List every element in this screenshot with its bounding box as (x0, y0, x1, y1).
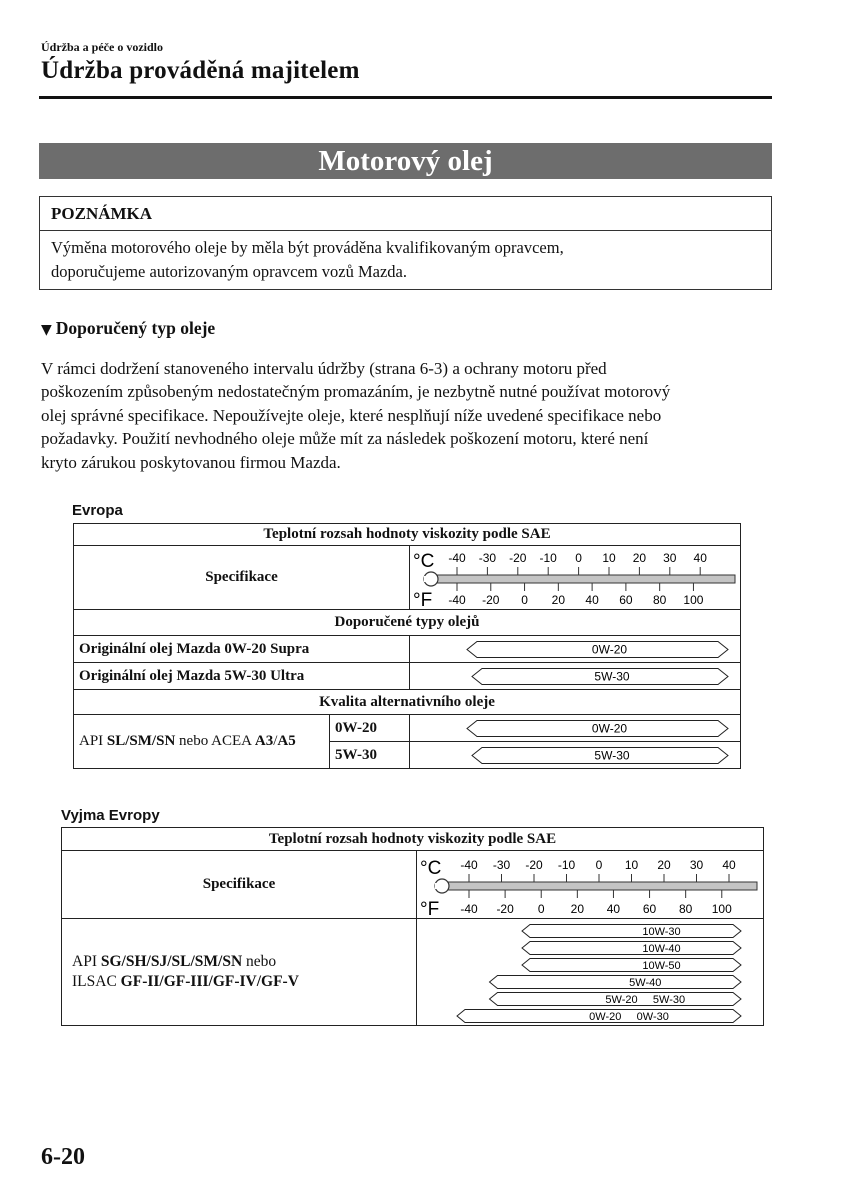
subsection-title: Doporučený typ oleje (55, 318, 216, 338)
thermometer-scale (417, 852, 762, 918)
grade-range-cell (410, 742, 741, 769)
celsius-tick-label: 10 (602, 550, 616, 565)
fahrenheit-tick-label: 60 (642, 901, 657, 916)
paragraph-line: olej správné specifikace. Nepoužívejte oleje, které nesplňují níže uvedené specifikace nebo (41, 405, 662, 425)
fahrenheit-tick-label: 20 (551, 592, 566, 607)
celsius-tick-label: 0 (575, 550, 582, 565)
temperature-scale (417, 851, 764, 919)
spec-text: / (273, 733, 278, 749)
alternative-grade: 5W-30 (330, 742, 410, 769)
grade-bars-cell (417, 919, 764, 1026)
spec-label: Specifikace (62, 851, 417, 919)
temperature-scale (410, 546, 741, 610)
celsius-tick-label: 0 (595, 857, 603, 872)
fahrenheit-tick-label: 40 (606, 901, 621, 916)
recommended-header: Doporučené typy olejů (74, 610, 741, 636)
spec-text: API (72, 953, 101, 970)
note-heading: POZNÁMKA (40, 197, 771, 231)
spec-text: API (79, 733, 107, 749)
celsius-tick-label: -20 (525, 857, 543, 872)
thermometer-scale (410, 547, 739, 609)
celsius-tick-label: 20 (657, 857, 671, 872)
thermometer-tube (432, 575, 735, 583)
outside-spec (62, 919, 417, 1026)
grade-bars (417, 920, 762, 1025)
grade-range-cell (410, 636, 741, 663)
grade-range-text: 0W-20 (591, 642, 628, 656)
grade-range-text: 10W-40 (642, 942, 681, 955)
paragraph-line: poškozením způsobeným nedostatečným promazáním, je nezbytně nutné používat motorový (41, 382, 671, 402)
grade-range-bar (410, 743, 739, 768)
grade-range-text: 10W-50 (642, 959, 681, 972)
celsius-tick-label: 40 (722, 857, 736, 872)
spec-acea: A3 (254, 733, 274, 749)
spec-api: SG/SH/SJ/SL/SM/SN (100, 953, 243, 970)
celsius-unit: °C (420, 857, 442, 879)
grade-range-bar (490, 992, 742, 1006)
grade-range-bar (457, 1009, 741, 1023)
europe-table (73, 523, 741, 769)
celsius-tick-label: -10 (557, 857, 576, 872)
fahrenheit-tick-label: 20 (570, 901, 585, 916)
note-body (40, 231, 771, 284)
spec-text: nebo ACEA (175, 733, 255, 749)
recommended-oil-name: Originální olej Mazda 5W-30 Ultra (74, 663, 410, 690)
spec-api: SL/SM/SN (106, 733, 176, 749)
fahrenheit-tick-label: 100 (711, 901, 732, 916)
celsius-tick-label: -20 (509, 550, 527, 565)
page-number: 6-20 (41, 1144, 85, 1170)
grade-range-bar (522, 958, 741, 972)
note-line: Výměna motorového oleje by měla být prováděna kvalifikovaným opravcem, (51, 238, 564, 257)
note-line: doporučujeme autorizovaným opravcem vozů Mazda. (51, 262, 407, 281)
celsius-tick-label: 40 (693, 550, 707, 565)
spec-text: nebo (242, 953, 277, 970)
fahrenheit-tick-label: -40 (448, 592, 466, 607)
grade-range-text: 10W-30 (642, 925, 681, 938)
fahrenheit-tick-label: 0 (521, 592, 528, 607)
grade-range-text: 5W-40 (629, 976, 662, 989)
fahrenheit-tick-label: 60 (619, 592, 633, 607)
outside-europe-table (61, 827, 764, 1026)
celsius-tick-label: 20 (632, 550, 647, 565)
fahrenheit-tick-label: -20 (482, 592, 500, 607)
celsius-tick-label: 30 (689, 857, 704, 872)
celsius-tick-label: 10 (624, 857, 639, 872)
double-arrow-shape (522, 958, 741, 971)
grade-range-text: 0W-20 0W-30 (589, 1010, 669, 1023)
grade-range-text: 5W-30 (594, 669, 630, 683)
spec-line (72, 952, 416, 972)
double-arrow-shape (522, 941, 741, 954)
paragraph-line: V rámci dodržení stanoveného intervalu údržby (strana 6-3) a ochrany motoru před (41, 359, 607, 378)
fahrenheit-tick-label: -20 (496, 901, 514, 916)
grade-range-bar (522, 941, 741, 955)
viscosity-header: Teplotní rozsah hodnoty viskozity podle SAE (62, 828, 764, 851)
body-paragraph (41, 357, 776, 474)
spec-line (72, 972, 416, 992)
celsius-tick-label: -30 (492, 857, 511, 872)
grade-range-bar (410, 637, 739, 662)
bulb-joint (424, 576, 436, 582)
grade-range-cell (410, 663, 741, 690)
spec-ilsac: GF-II/GF-III/GF-IV/GF-V (120, 973, 299, 990)
celsius-tick-label: -40 (460, 857, 478, 872)
celsius-unit: °C (413, 550, 435, 572)
paragraph-line: požadavky. Použití nevhodného oleje může mít za následek poškození motoru, které není (41, 429, 649, 449)
alternative-header: Kvalita alternativního oleje (74, 690, 741, 715)
grade-range-text: 5W-20 5W-30 (605, 993, 686, 1006)
celsius-tick-label: -40 (448, 550, 466, 565)
paragraph-line: kryto zárukou poskytovanou firmou Mazda. (41, 452, 341, 472)
viscosity-header: Teplotní rozsah hodnoty viskozity podle SAE (74, 524, 741, 546)
celsius-tick-label: -30 (478, 550, 497, 565)
triangle-down-icon: ▼ (41, 322, 52, 338)
section-title: Údržba a péče o vozidlo (41, 40, 163, 54)
recommended-oil-name: Originální olej Mazda 0W-20 Supra (74, 636, 410, 663)
fahrenheit-unit: °F (413, 589, 433, 609)
grade-range-text: 5W-30 (594, 748, 630, 762)
spec-label: Specifikace (74, 546, 410, 610)
header-rule (39, 96, 772, 99)
thermometer-tube (443, 882, 757, 890)
alternative-grade: 0W-20 (330, 715, 410, 742)
fahrenheit-tick-label: 100 (683, 592, 704, 607)
spec-text: ILSAC (72, 973, 121, 990)
topic-band: Motorový olej (39, 143, 772, 179)
region-label-europe: Evropa (72, 502, 123, 519)
celsius-tick-label: 30 (663, 550, 677, 565)
grade-range-bar (522, 924, 741, 938)
spec-acea: A5 (277, 733, 296, 749)
fahrenheit-unit: °F (420, 898, 440, 918)
fahrenheit-tick-label: 40 (585, 592, 599, 607)
fahrenheit-tick-label: 80 (652, 592, 667, 607)
fahrenheit-tick-label: 80 (678, 901, 693, 916)
double-arrow-shape (490, 975, 742, 988)
fahrenheit-tick-label: -40 (460, 901, 478, 916)
region-label-outside-europe: Vyjma Evropy (61, 807, 160, 824)
grade-range-cell (410, 715, 741, 742)
grade-range-bar (410, 664, 739, 689)
grade-range-bar (490, 975, 742, 989)
note-box (39, 196, 772, 290)
subsection-heading (41, 318, 215, 339)
grade-range-text: 0W-20 (591, 721, 628, 735)
alternative-spec (74, 715, 330, 769)
double-arrow-shape (522, 924, 741, 937)
bulb-joint (435, 883, 447, 889)
fahrenheit-tick-label: 0 (537, 901, 545, 916)
page-title: Údržba prováděná majitelem (41, 57, 360, 84)
grade-range-bar (410, 716, 739, 741)
celsius-tick-label: -10 (539, 550, 557, 565)
